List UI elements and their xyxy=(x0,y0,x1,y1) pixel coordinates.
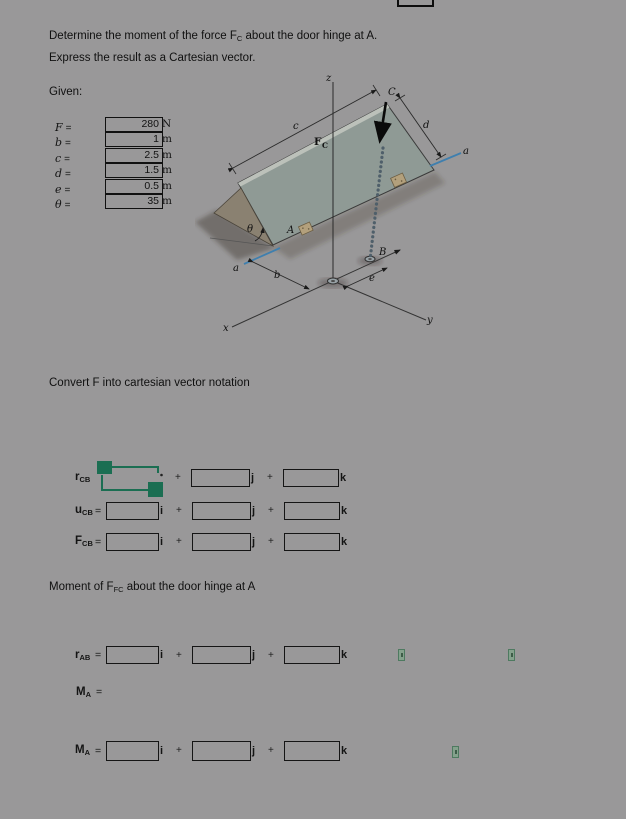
force-FC-label: F xyxy=(314,136,322,148)
a-line-right xyxy=(430,153,461,166)
ucb-i-input[interactable] xyxy=(106,502,159,520)
given-F-unit: N xyxy=(162,118,172,130)
top-cropped-button[interactable] xyxy=(397,0,434,7)
fcb-i-input[interactable] xyxy=(106,533,159,551)
rcb-row xyxy=(75,468,95,487)
equals-sign: = xyxy=(95,504,102,517)
given-c-unit: m xyxy=(162,149,172,161)
ma-k-input[interactable] xyxy=(284,741,340,761)
dim-c-tick-end xyxy=(373,85,380,96)
missing-glyph xyxy=(452,746,459,758)
given-row-symbol: F = xyxy=(55,121,72,134)
given-row-symbol: c = xyxy=(55,152,71,165)
drag-line-top xyxy=(112,467,158,473)
ma-row xyxy=(75,740,357,761)
y-axis-label: y xyxy=(427,315,433,326)
fcb-k-input[interactable] xyxy=(284,533,340,551)
ma-j-input[interactable] xyxy=(192,741,251,761)
given-row-symbol: θ = xyxy=(55,198,71,211)
plus-sign: + xyxy=(267,472,273,483)
ma-row-label: $M_A$ xyxy=(75,744,91,757)
y-axis-line xyxy=(333,281,426,320)
given-row-symbol: b = xyxy=(55,136,71,149)
rab-row xyxy=(75,645,357,665)
j-symbol: j xyxy=(252,744,256,757)
rab-i-input[interactable] xyxy=(106,646,159,664)
ucb-j-input[interactable] xyxy=(192,502,251,520)
plus-sign: + xyxy=(176,745,182,756)
given-c-input[interactable] xyxy=(105,148,163,163)
rab-j-input[interactable] xyxy=(192,646,251,664)
rcb-row-jk xyxy=(175,468,356,487)
equals-sign: = xyxy=(96,686,103,698)
ucb-row xyxy=(75,501,357,520)
rab-label: $r_{AB}$ xyxy=(75,648,91,662)
k-symbol: k xyxy=(340,471,347,484)
ma-label: $M_A$ xyxy=(76,685,92,699)
drag-handle-1[interactable] xyxy=(97,461,112,474)
given-e-input[interactable] xyxy=(105,179,163,194)
j-symbol: j xyxy=(252,504,256,517)
plus-sign: + xyxy=(176,536,182,547)
i-symbol: i xyxy=(160,649,164,661)
i-symbol: i xyxy=(160,535,164,548)
equals-sign: = xyxy=(95,535,102,548)
k-symbol: k xyxy=(341,649,348,661)
j-symbol: j xyxy=(251,471,255,484)
z-axis-label: z xyxy=(326,73,332,84)
given-F-input[interactable] xyxy=(105,117,163,132)
point-C-label: C xyxy=(388,87,396,98)
rab-k-input[interactable] xyxy=(284,646,340,664)
plus-sign: + xyxy=(268,505,274,516)
b-anchor-hole xyxy=(368,258,372,260)
rcb-k-input[interactable] xyxy=(283,469,339,487)
given-d-unit: m xyxy=(162,164,172,176)
plus-sign: + xyxy=(176,649,182,661)
dim-b-label: b xyxy=(274,270,281,281)
given-b-input[interactable] xyxy=(105,132,163,147)
given-d-input[interactable] xyxy=(105,163,163,178)
origin-ring-hole xyxy=(331,280,335,282)
drag-handle-2[interactable] xyxy=(148,482,163,497)
ucb-label: $u_{CB}$ xyxy=(75,504,93,517)
given-row-symbol: e = xyxy=(55,183,71,196)
point-B-label: B xyxy=(379,247,387,258)
given-theta-unit: m xyxy=(162,195,172,207)
section-moment-title: Moment of $F_{FC}$ about the door hinge at A xyxy=(49,581,256,594)
force-FC-sub: C xyxy=(322,141,328,150)
theta-label: θ xyxy=(247,224,254,235)
plus-sign: + xyxy=(268,649,274,661)
ma-standalone xyxy=(76,684,107,700)
dim-c-label: c xyxy=(293,121,299,132)
j-symbol: j xyxy=(252,535,256,548)
x-axis-line xyxy=(232,250,400,327)
j-symbol: j xyxy=(252,649,256,661)
given-label: Given: xyxy=(49,86,83,98)
problem-statement xyxy=(49,27,377,68)
plus-sign: + xyxy=(268,536,274,547)
plus-sign: + xyxy=(176,505,182,516)
a-right-label: a xyxy=(463,146,469,157)
equals-sign: = xyxy=(95,744,102,757)
a-left-label: a xyxy=(233,263,239,274)
plus-sign: + xyxy=(268,745,274,756)
dim-e-label: e xyxy=(369,273,375,284)
dim-b-line xyxy=(253,262,309,289)
answer-box-drag-graphic[interactable] xyxy=(95,455,187,501)
rcb-j-input[interactable] xyxy=(191,469,250,487)
i-symbol: i xyxy=(160,744,164,757)
ucb-k-input[interactable] xyxy=(284,502,340,520)
dim-d-label: d xyxy=(423,120,430,131)
dim-d-tick-start xyxy=(395,95,405,101)
given-b-unit: m xyxy=(162,133,172,145)
given-e-unit: m xyxy=(162,180,172,192)
drag-dot xyxy=(160,474,163,477)
given-theta-input[interactable] xyxy=(105,194,163,209)
k-symbol: k xyxy=(341,535,348,548)
section-convert-title: Convert F into cartesian vector notation xyxy=(49,377,250,389)
missing-glyph xyxy=(508,649,515,661)
x-axis-label: x xyxy=(223,323,229,334)
fcb-row xyxy=(75,532,357,551)
statement-line-1: Determine the moment of the force $F_C$ about the door hinge at A. xyxy=(49,30,378,43)
door-diagram xyxy=(195,70,485,340)
k-symbol: k xyxy=(341,744,348,757)
equals-sign: = xyxy=(95,649,102,661)
dim-c-tick-start xyxy=(229,163,236,174)
k-symbol: k xyxy=(341,504,348,517)
missing-glyph xyxy=(398,649,405,661)
i-symbol: i xyxy=(160,504,164,517)
fcb-j-input[interactable] xyxy=(192,533,251,551)
ma-i-input[interactable] xyxy=(106,741,159,761)
rcb-label: $r_{CB}$ xyxy=(75,471,91,484)
given-row-symbol: d = xyxy=(55,167,71,180)
drag-line-bottom xyxy=(102,475,148,490)
statement-line-2: Express the result as a Cartesian vector. xyxy=(49,51,256,64)
fcb-label: $F_{CB}$ xyxy=(75,535,93,548)
point-A-label: A xyxy=(287,225,295,236)
plus-sign: + xyxy=(175,472,181,483)
